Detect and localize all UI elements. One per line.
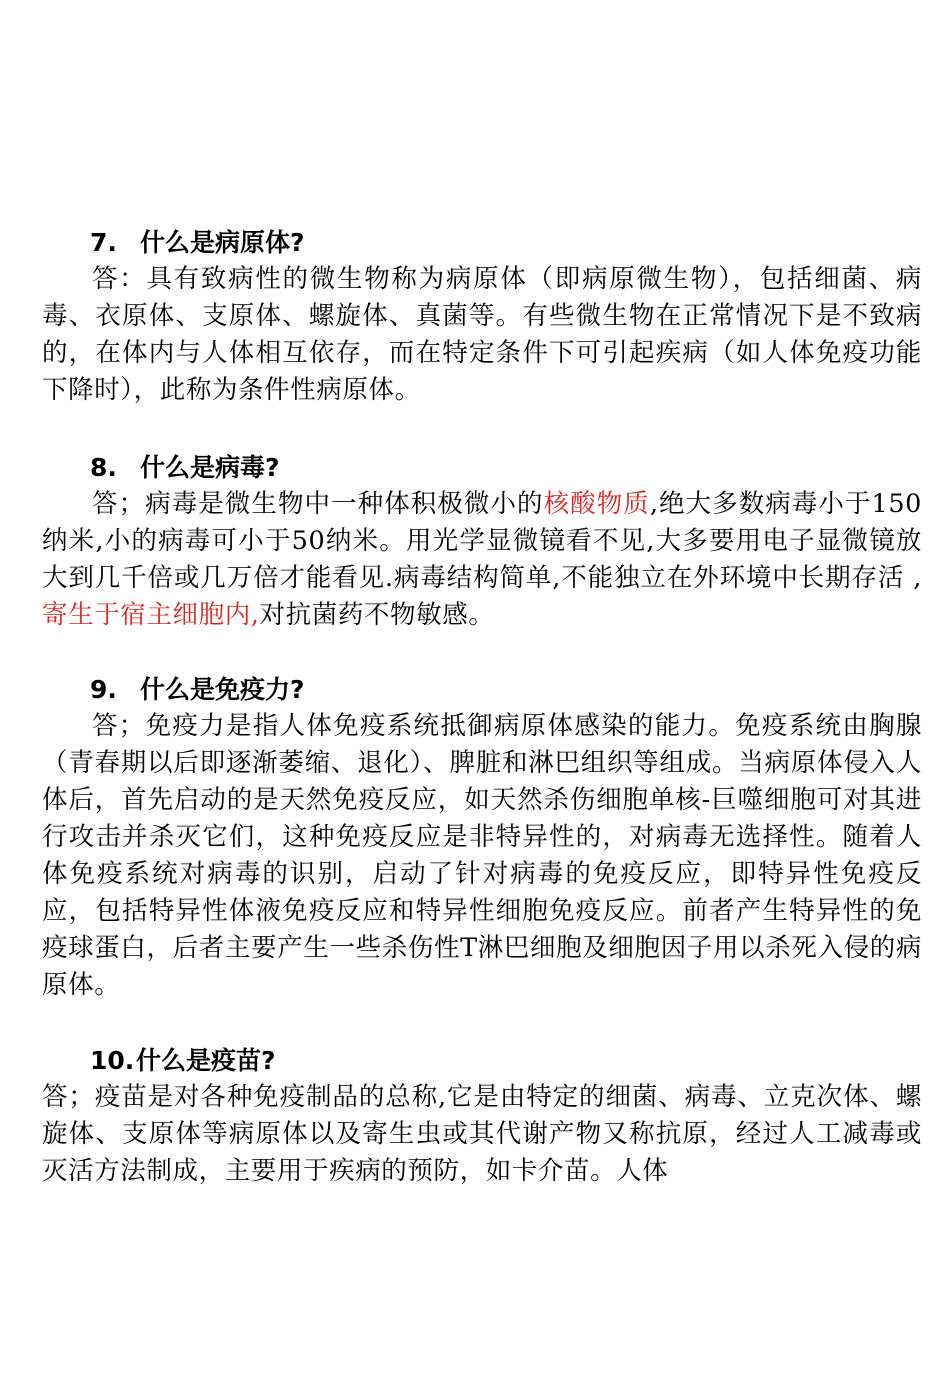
answer-text: 对抗菌药不物敏感。 — [259, 600, 495, 630]
question-number: 9. — [90, 675, 117, 704]
question-number: 10. — [90, 1046, 135, 1075]
qa-section-7 — [42, 225, 922, 409]
highlighted-text: 核酸物质 — [543, 489, 650, 519]
answer-text: ,绝大多数病毒小于150纳米,小的病毒可小于50纳米。用光学显微镜看不见,大多要用电子显微镜放大到几千倍或几万倍才能看见.病毒结构简单,不能独立在外环境中长期存活 , — [42, 489, 923, 593]
answer-paragraph: 答；免疫力是指人体免疫系统抵御病原体感染的能力。免疫系统由胸腺（青春期以后即逐渐萎缩、退化）、脾脏和淋巴组织等组成。当病原体侵入人体后，首先启动的是天然免疫反应，如天然杀伤细胞单核-巨噬细胞可对其进行攻击并杀灭它们，这种免疫反应是非特异性的，对病毒无选择性。随着人体免疫系统对病毒的识别，启动了针对病毒的免疫反应，即特异性免疫反应，包括特异性体液免疫反应和特异性细胞免疫反应。前者产生特异性的免疫球蛋白，后者主要产生一些杀伤性T淋巴细胞及细胞因子用以杀死入侵的病原体。 — [42, 711, 922, 1000]
answer-paragraph: 答：具有致病性的微生物称为病原体（即病原微生物），包括细菌、病毒、衣原体、支原体、螺旋体、真菌等。有些微生物在正常情况下是不致病的，在体内与人体相互依存，而在特定条件下可引起疾病（如人体免疫功能下降时），此称为条件性病原体。 — [42, 264, 922, 405]
question-number: 7. — [90, 228, 117, 257]
answer-text: 答；病毒是微生物中一种体积极微小的 — [92, 489, 544, 519]
question-heading — [42, 225, 922, 261]
qa-section-9 — [42, 672, 922, 1004]
question-heading — [42, 672, 922, 708]
question-text: 什么是疫苗? — [136, 1046, 276, 1075]
question-heading — [42, 1043, 922, 1079]
question-number: 8. — [90, 453, 117, 482]
question-heading — [42, 450, 922, 486]
answer-paragraph: 答；疫苗是对各种免疫制品的总称,它是由特定的细菌、病毒、立克次体、螺旋体、支原体等病原体以及寄生虫或其代谢产物又称抗原，经过人工减毒或灭活方法制成，主要用于疾病的预防，如卡介苗。人体 — [42, 1082, 922, 1186]
question-text: 什么是病原体? — [140, 228, 305, 257]
highlighted-text: 寄生于宿主细胞内, — [42, 600, 260, 630]
qa-section-10 — [42, 1043, 922, 1190]
question-text: 什么是病毒? — [140, 453, 280, 482]
question-text: 什么是免疫力? — [140, 675, 305, 704]
qa-section-8 — [42, 450, 922, 634]
answer-paragraph — [42, 486, 922, 634]
